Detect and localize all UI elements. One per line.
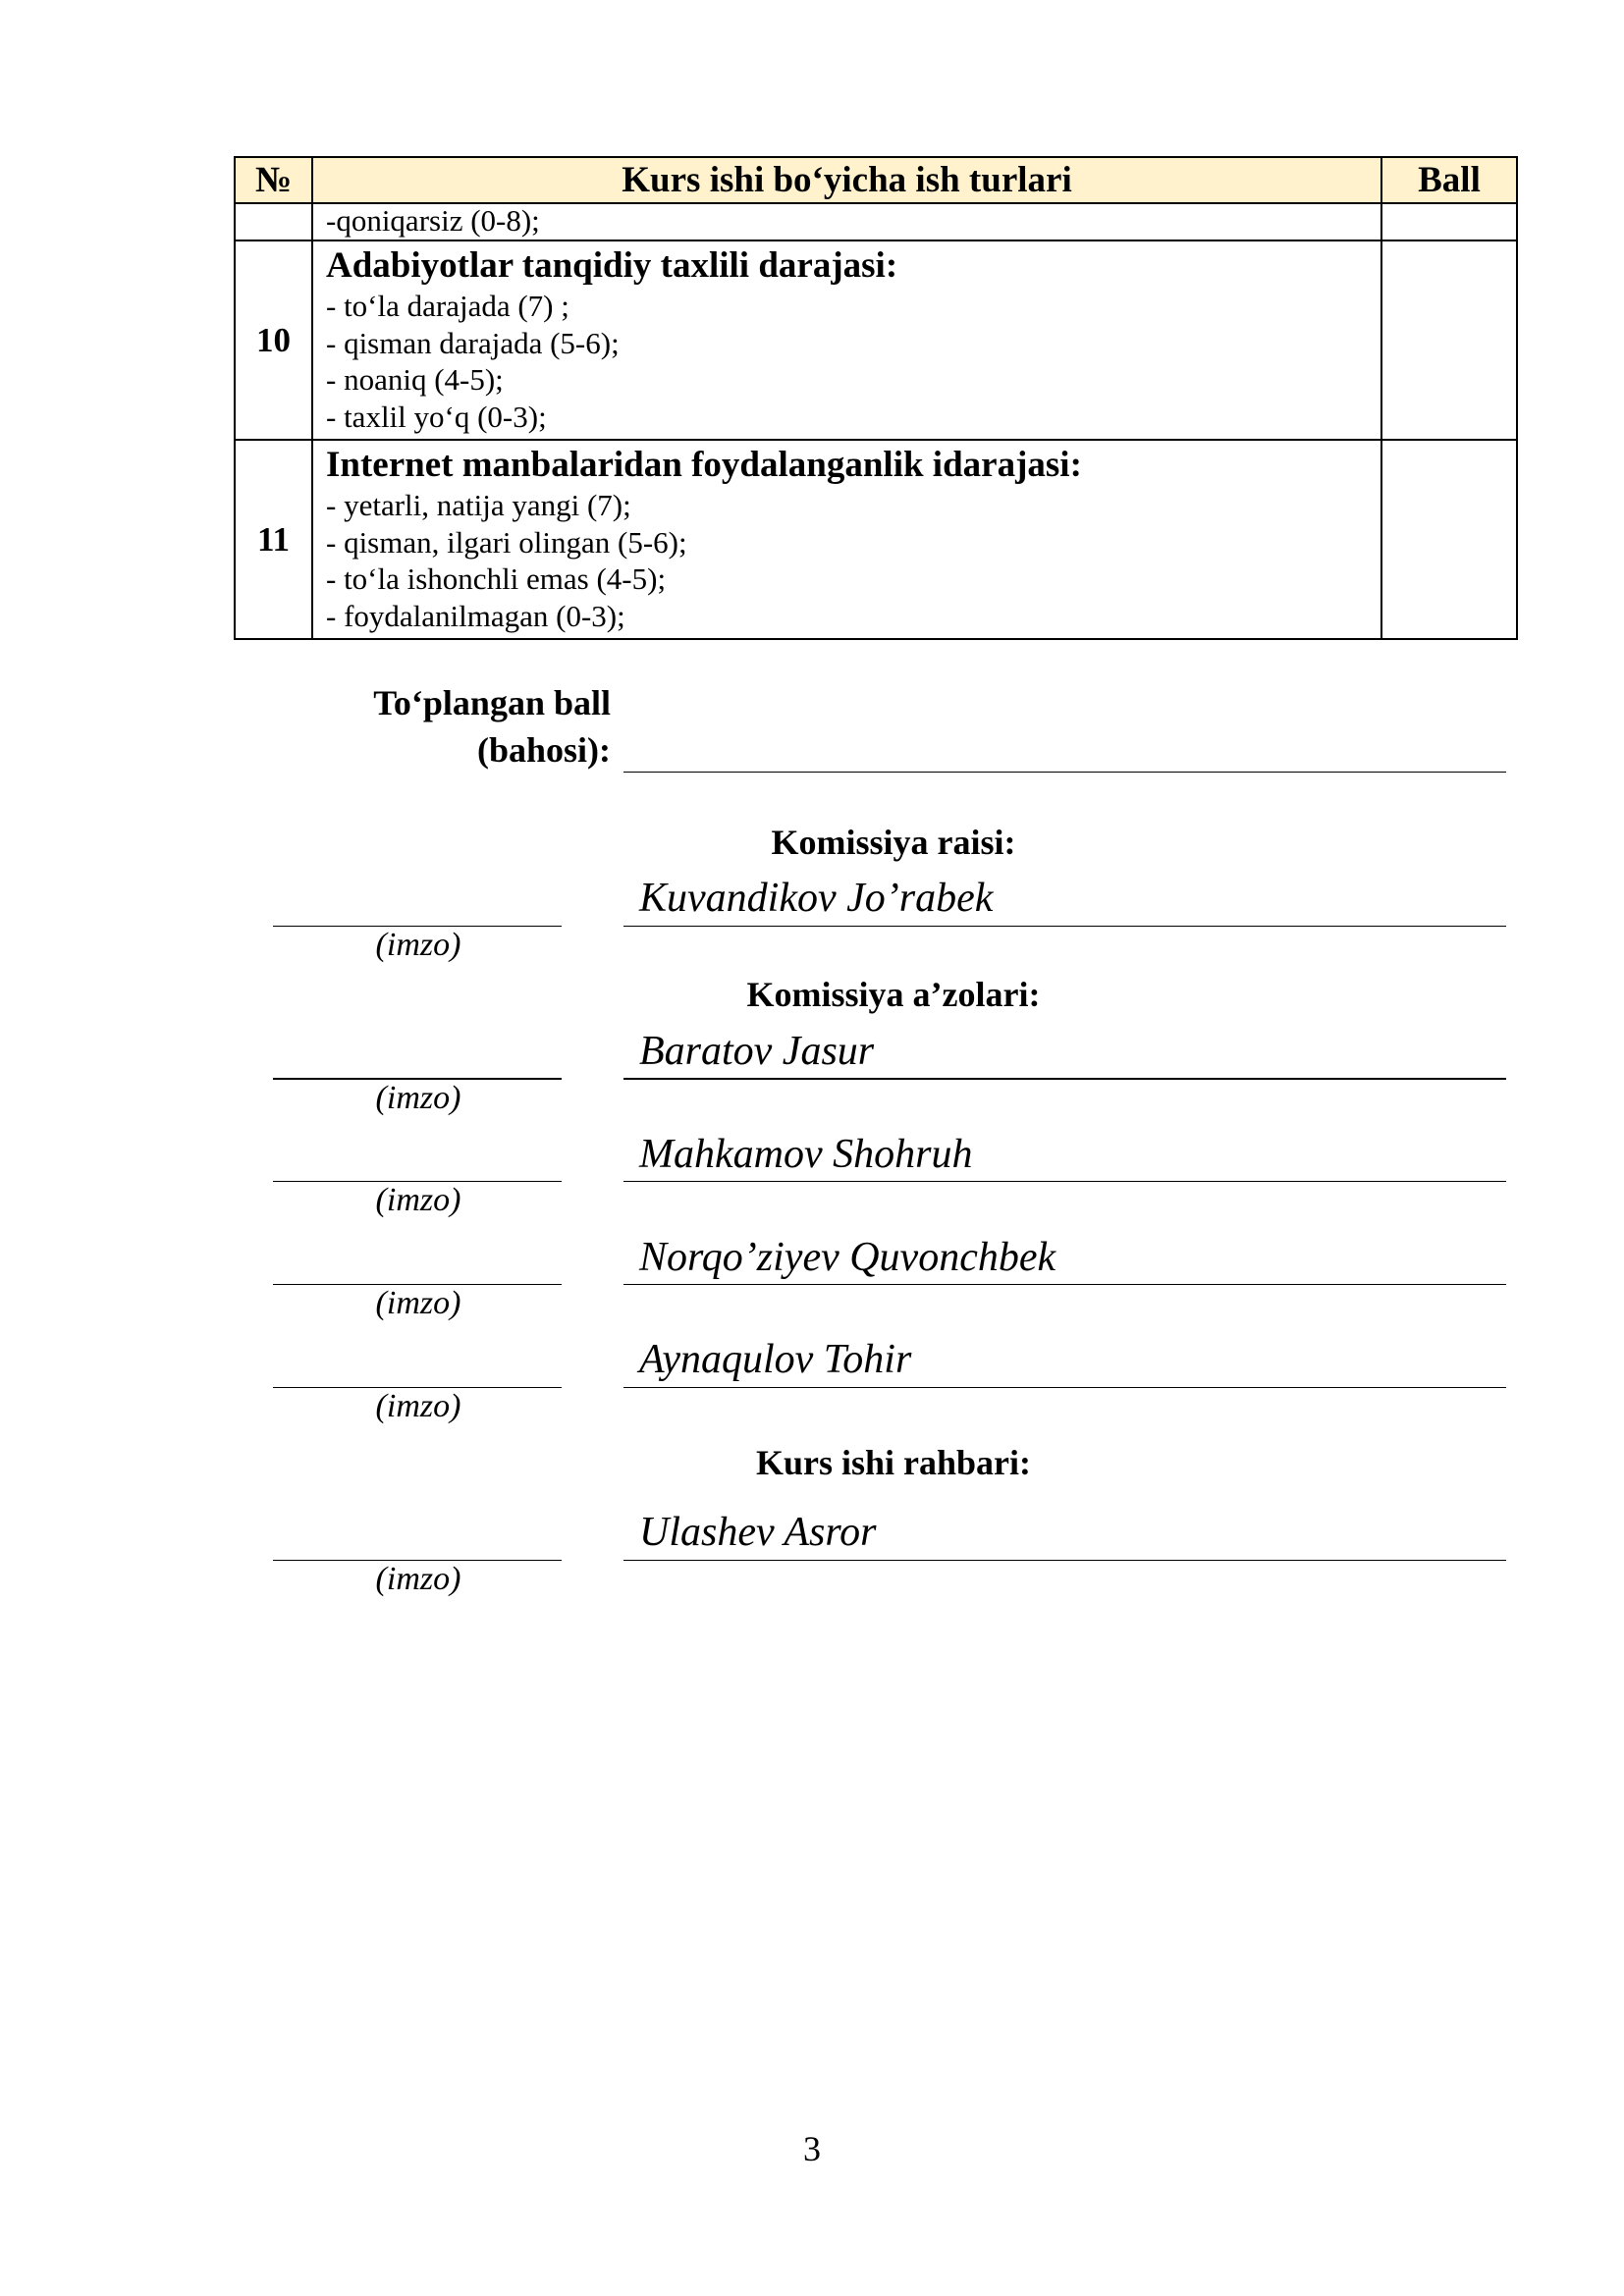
signature-caption: (imzo) <box>375 1285 461 1321</box>
table-row <box>235 240 1517 440</box>
header-no: № <box>235 157 312 203</box>
cell-no: 11 <box>235 440 312 639</box>
table-header-row <box>235 157 1517 203</box>
score-input-line[interactable] <box>623 772 1506 773</box>
signature-caption: (imzo) <box>375 1080 461 1116</box>
supervisor-name-line <box>623 1560 1506 1561</box>
criterion-title: Adabiyotlar tanqidiy taxlili darajasi: <box>326 245 898 286</box>
member-name-line <box>623 1078 1506 1080</box>
supervisor-label: Kurs ishi rahbari: <box>755 1443 1032 1482</box>
table-row-continuation <box>235 203 1517 240</box>
commission-members-label: Komissiya a’zolari: <box>746 975 1041 1014</box>
score-label-line2: (bahosi): <box>476 730 611 770</box>
signature-caption: (imzo) <box>375 1182 461 1218</box>
page-number: 3 <box>803 2129 821 2168</box>
cell-criterion <box>312 440 1381 639</box>
criterion-item: - taxlil yo‘q (0-3); <box>326 399 547 434</box>
signature-caption: (imzo) <box>375 1388 461 1424</box>
criterion-item: - qisman darajada (5-6); <box>326 325 620 360</box>
criterion-item: - qisman, ilgari olingan (5-6); <box>326 524 687 560</box>
header-work-types: Kurs ishi bo‘yicha ish turlari <box>312 157 1381 203</box>
header-ball: Ball <box>1381 157 1517 203</box>
table-row <box>235 440 1517 639</box>
supervisor-name: Ulashev Asror <box>639 1510 877 1555</box>
criterion-title: Internet manbalaridan foydalanganlik idarajasi: <box>326 445 1082 485</box>
cell-no: 10 <box>235 240 312 440</box>
commission-chair-label: Komissiya raisi: <box>771 823 1016 862</box>
member-name-line <box>623 1181 1506 1182</box>
member-name-line <box>623 1284 1506 1285</box>
cell-no <box>235 203 312 240</box>
member-name: Norqo’ziyev Quvonchbek <box>639 1235 1056 1280</box>
criterion-item: - noaniq (4-5); <box>326 362 504 397</box>
member-name: Mahkamov Shohruh <box>639 1132 973 1177</box>
cell-ball <box>1381 240 1517 440</box>
cell-ball <box>1381 440 1517 639</box>
score-label <box>295 679 611 774</box>
cell-criterion <box>312 240 1381 440</box>
criterion-item: - yetarli, natija yangi (7); <box>326 488 631 522</box>
member-name: Aynaqulov Tohir <box>639 1337 912 1382</box>
chair-name: Kuvandikov Jo’rabek <box>639 876 994 921</box>
signature-caption: (imzo) <box>375 1561 461 1597</box>
criterion-item: - foydalanilmagan (0-3); <box>326 598 625 633</box>
signature-caption: (imzo) <box>375 927 461 963</box>
member-name-line <box>623 1387 1506 1388</box>
cell-continuation-text: -qoniqarsiz (0-8); <box>312 203 1381 240</box>
member-name: Baratov Jasur <box>639 1029 875 1074</box>
chair-name-line <box>623 926 1506 927</box>
criteria-table <box>234 156 1518 640</box>
score-label-line1: To‘plangan ball <box>373 683 611 722</box>
criterion-item: - to‘la darajada (7) ; <box>326 289 569 323</box>
criterion-item: - to‘la ishonchli emas (4-5); <box>326 561 667 596</box>
cell-ball <box>1381 203 1517 240</box>
